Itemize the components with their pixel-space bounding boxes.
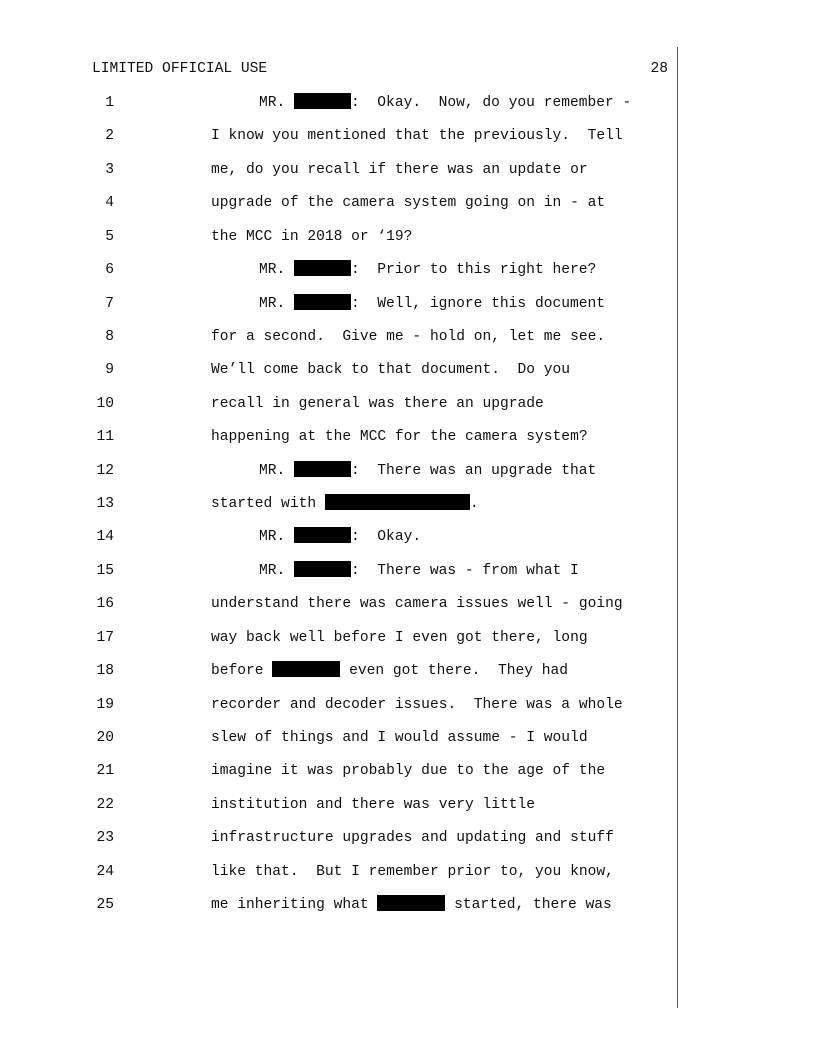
line-number: 1 (105, 95, 114, 111)
text-segment: happening at the MCC for the camera system? (211, 429, 588, 446)
line-number: 8 (105, 328, 114, 345)
text-segment: : Okay. (351, 529, 422, 546)
line-number: 23 (96, 830, 114, 847)
line-number: 22 (96, 796, 114, 813)
classification-header: LIMITED OFFICIAL USE (92, 61, 268, 77)
text-segment: recall in general was there an upgrade (211, 395, 544, 412)
transcript-line (0, 460, 816, 482)
line-text (211, 226, 412, 248)
line-text (211, 760, 605, 782)
transcript-line (0, 627, 816, 649)
line-text (211, 593, 623, 615)
line-number: 9 (105, 362, 114, 379)
redaction-box (294, 527, 351, 543)
text-segment: upgrade of the camera system going on in - at (211, 195, 606, 212)
transcript-line (0, 125, 816, 147)
transcript-line (0, 493, 816, 515)
transcript-line (0, 894, 816, 916)
line-number: 12 (96, 462, 114, 479)
text-segment: MR. (259, 95, 295, 111)
line-text (211, 125, 623, 147)
text-segment: understand there was camera issues well - going (211, 596, 623, 613)
line-number: 13 (96, 496, 114, 513)
line-text (259, 560, 579, 582)
redaction-box (325, 494, 470, 510)
line-text (211, 393, 544, 415)
line-number: 10 (96, 395, 114, 412)
line-number: 2 (105, 128, 114, 145)
redaction-box (294, 461, 351, 477)
text-segment: : There was an upgrade that (351, 462, 597, 479)
transcript-line (0, 861, 816, 883)
line-number: 4 (105, 195, 114, 212)
line-number: 11 (96, 429, 114, 446)
text-segment: recorder and decoder issues. There was a whole (211, 696, 623, 713)
text-segment: way back well before I even got there, long (211, 629, 588, 646)
line-text (211, 660, 568, 682)
text-segment: even got there. They had (340, 663, 569, 680)
text-segment: started with (211, 496, 325, 513)
line-text (211, 794, 535, 816)
transcript-line (0, 827, 816, 849)
transcript-line (0, 259, 816, 281)
line-text (211, 359, 570, 381)
line-text (259, 92, 631, 114)
text-segment: MR. (259, 529, 295, 546)
line-text (211, 727, 588, 749)
line-text (211, 861, 614, 883)
line-number: 14 (96, 529, 114, 546)
redaction-box (377, 895, 445, 911)
text-segment: infrastructure upgrades and updating and stuff (211, 830, 614, 847)
text-segment: me, do you recall if there was an update or (211, 161, 588, 178)
transcript-line (0, 760, 816, 782)
transcript-line (0, 326, 816, 348)
text-segment: . (469, 496, 479, 513)
redaction-box (272, 661, 340, 677)
text-segment: MR. (259, 262, 295, 279)
text-segment: I know you mentioned that the previously. Tell (211, 128, 623, 145)
line-number: 25 (96, 897, 114, 914)
line-number: 15 (96, 562, 114, 579)
transcript-line (0, 393, 816, 415)
text-segment: for a second. Give me - hold on, let me see. (211, 328, 606, 345)
text-segment: me inheriting what (211, 897, 378, 914)
line-text (211, 192, 605, 214)
line-number: 17 (96, 629, 114, 646)
text-segment: like that. But I remember prior to, you know, (211, 863, 614, 880)
transcript-line (0, 226, 816, 248)
page-number: 28 (650, 61, 668, 77)
text-segment: : Well, ignore this document (351, 295, 606, 312)
line-number: 20 (96, 729, 114, 746)
text-segment: slew of things and I would assume - I would (211, 729, 588, 746)
text-segment: MR. (259, 562, 295, 579)
line-number: 18 (96, 663, 114, 680)
transcript-line (0, 794, 816, 816)
redaction-box (294, 260, 351, 276)
line-number: 6 (105, 262, 114, 279)
text-segment: MR. (259, 295, 295, 312)
transcript-line (0, 192, 816, 214)
line-text (211, 159, 588, 181)
line-number: 5 (105, 228, 114, 245)
transcript-line (0, 694, 816, 716)
line-number: 24 (96, 863, 114, 880)
redaction-box (294, 93, 351, 109)
transcript-line (0, 593, 816, 615)
transcript-line (0, 159, 816, 181)
transcript-line (0, 293, 816, 315)
line-text (259, 460, 596, 482)
line-text (211, 493, 479, 515)
line-text (259, 526, 421, 548)
line-number: 16 (96, 596, 114, 613)
redaction-box (294, 561, 351, 577)
transcript-line (0, 660, 816, 682)
line-text (259, 293, 605, 315)
line-number: 19 (96, 696, 114, 713)
transcript-line (0, 727, 816, 749)
line-text (211, 627, 588, 649)
line-text (211, 894, 612, 916)
line-number: 3 (105, 161, 114, 178)
text-segment: : Prior to this right here? (351, 262, 597, 279)
text-segment: institution and there was very little (211, 796, 536, 813)
transcript-line (0, 92, 816, 114)
text-segment: : There was - from what I (351, 562, 579, 579)
redaction-box (294, 294, 351, 310)
line-text (211, 694, 623, 716)
line-number: 21 (96, 763, 114, 780)
text-segment: MR. (259, 462, 295, 479)
text-segment: started, there was (445, 897, 612, 914)
text-segment: : Okay. Now, do you remember - (351, 95, 632, 111)
text-segment: the MCC in 2018 or ‘19? (211, 228, 413, 245)
transcript-line (0, 560, 816, 582)
line-text (259, 259, 596, 281)
line-text (211, 827, 614, 849)
line-text (211, 426, 588, 448)
line-text (211, 326, 605, 348)
text-segment: We’ll come back to that document. Do you (211, 362, 571, 379)
transcript-line (0, 359, 816, 381)
transcript-line (0, 426, 816, 448)
text-segment: before (211, 663, 273, 680)
line-number: 7 (105, 295, 114, 312)
transcript-line (0, 526, 816, 548)
text-segment: imagine it was probably due to the age of the (211, 763, 606, 780)
